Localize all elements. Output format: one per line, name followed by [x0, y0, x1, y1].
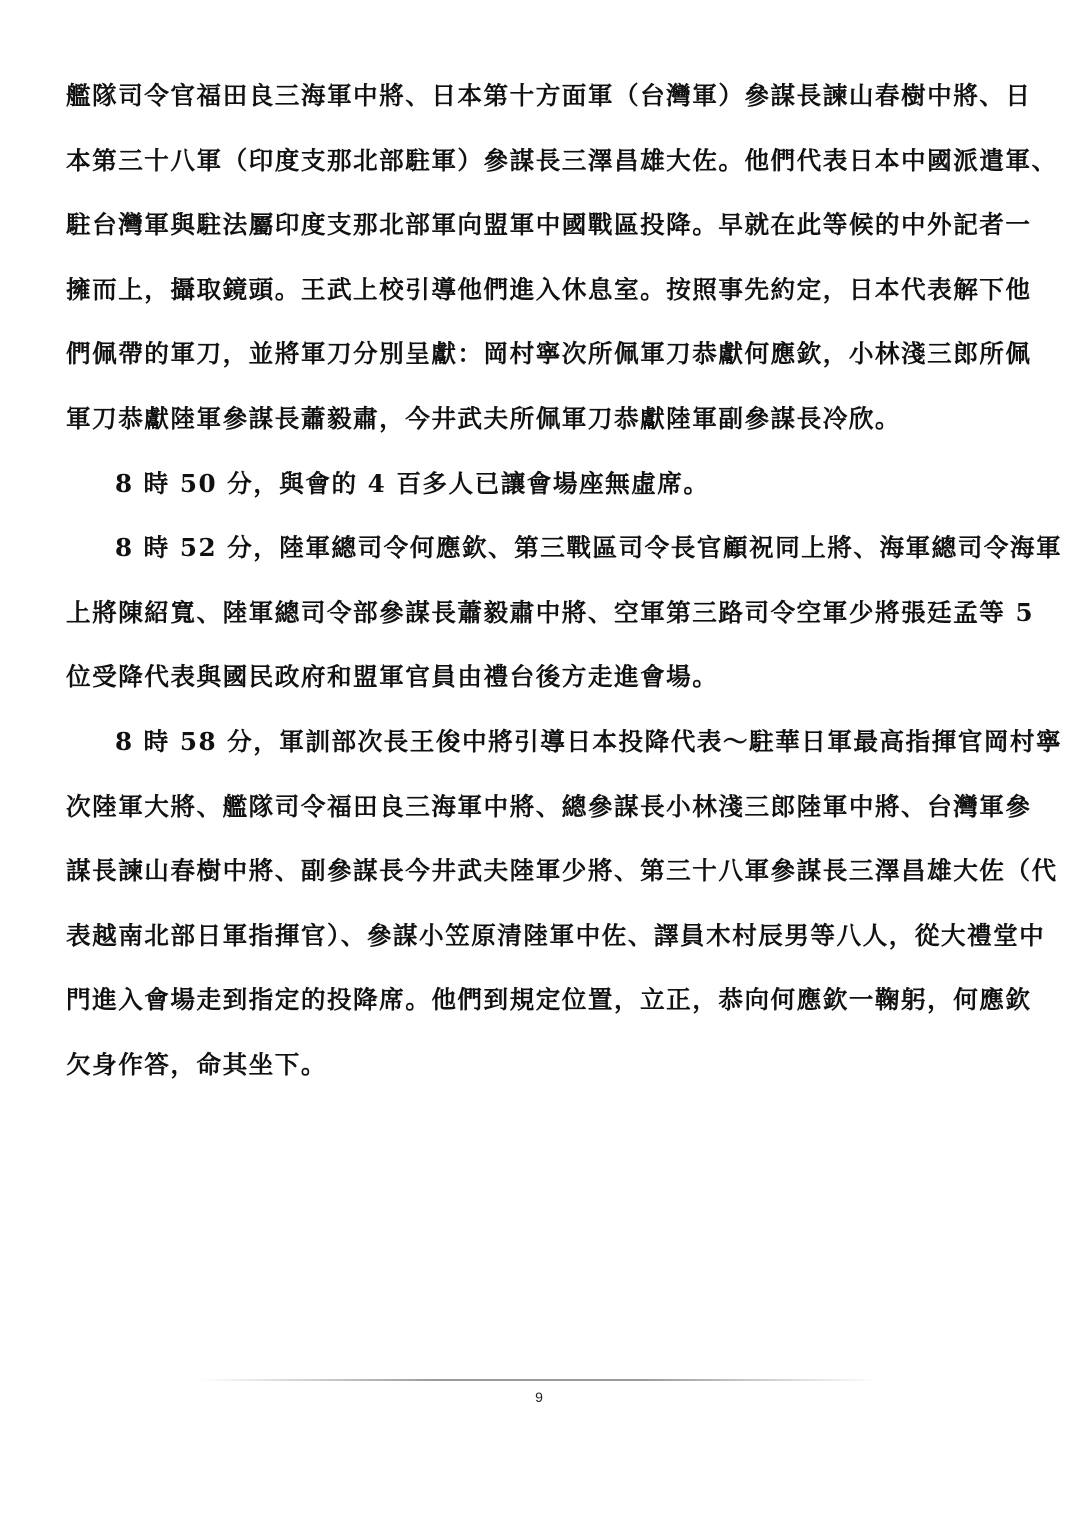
text-line: 擁而上，攝取鏡頭。王武上校引導他們進入休息室。按照事先約定，日本代表解下他 [66, 274, 1032, 304]
text-line: 駐台灣軍與駐法屬印度支那北部軍向盟軍中國戰區投降。早就在此等候的中外記者一 [66, 210, 1032, 240]
text-line: 表越南北部日軍指揮官）、參謀小笠原清陸軍中佐、譯員木村辰男等八人，從大禮堂中 [66, 920, 1046, 950]
text-line: 位受降代表與國民政府和盟軍官員由禮台後方走進會場。 [66, 662, 719, 692]
footer-divider [200, 1379, 878, 1381]
text-line: 本第三十八軍（印度支那北部駐軍）參謀長三澤昌雄大佐。他們代表日本中國派遣軍、 [66, 145, 1058, 175]
body-text [66, 74, 1063, 1108]
text-line: 上將陳紹寬、陸軍總司令部參謀長蕭毅肅中將、空軍第三路司令空軍少將張廷孟等 5 [66, 597, 1035, 627]
text-line: 軍刀恭獻陸軍參謀長蕭毅肅，今井武夫所佩軍刀恭獻陸軍副參謀長冷欣。 [66, 403, 902, 433]
text-line: 8 時 58 分，軍訓部次長王俊中將引導日本投降代表～駐華日軍最高指揮官岡村寧 [115, 726, 1063, 756]
text-line: 門進入會場走到指定的投降席。他們到規定位置，立正，恭向何應欽一鞠躬，何應欽 [66, 985, 1032, 1015]
text-line: 次陸軍大將、艦隊司令福田良三海軍中將、總參謀長小林淺三郎陸軍中將、台灣軍參 [66, 791, 1032, 821]
page-number: 9 [535, 1389, 543, 1405]
text-line: 8 時 52 分，陸軍總司令何應欽、第三戰區司令長官顧祝同上將、海軍總司令海軍 [115, 533, 1063, 563]
text-line: 們佩帶的軍刀，並將軍刀分別呈獻：岡村寧次所佩軍刀恭獻何應欽，小林淺三郎所佩 [66, 339, 1032, 369]
text-line: 謀長諫山春樹中將、副參謀長今井武夫陸軍少將、第三十八軍參謀長三澤昌雄大佐（代 [66, 856, 1058, 886]
text-line: 艦隊司令官福田良三海軍中將、日本第十方面軍（台灣軍）參謀長諫山春樹中將、日 [66, 81, 1032, 110]
text-line: 8 時 50 分，與會的 4 百多人已讓會場座無虛席。 [115, 468, 710, 498]
text-line: 欠身作答，命其坐下。 [66, 1049, 327, 1079]
